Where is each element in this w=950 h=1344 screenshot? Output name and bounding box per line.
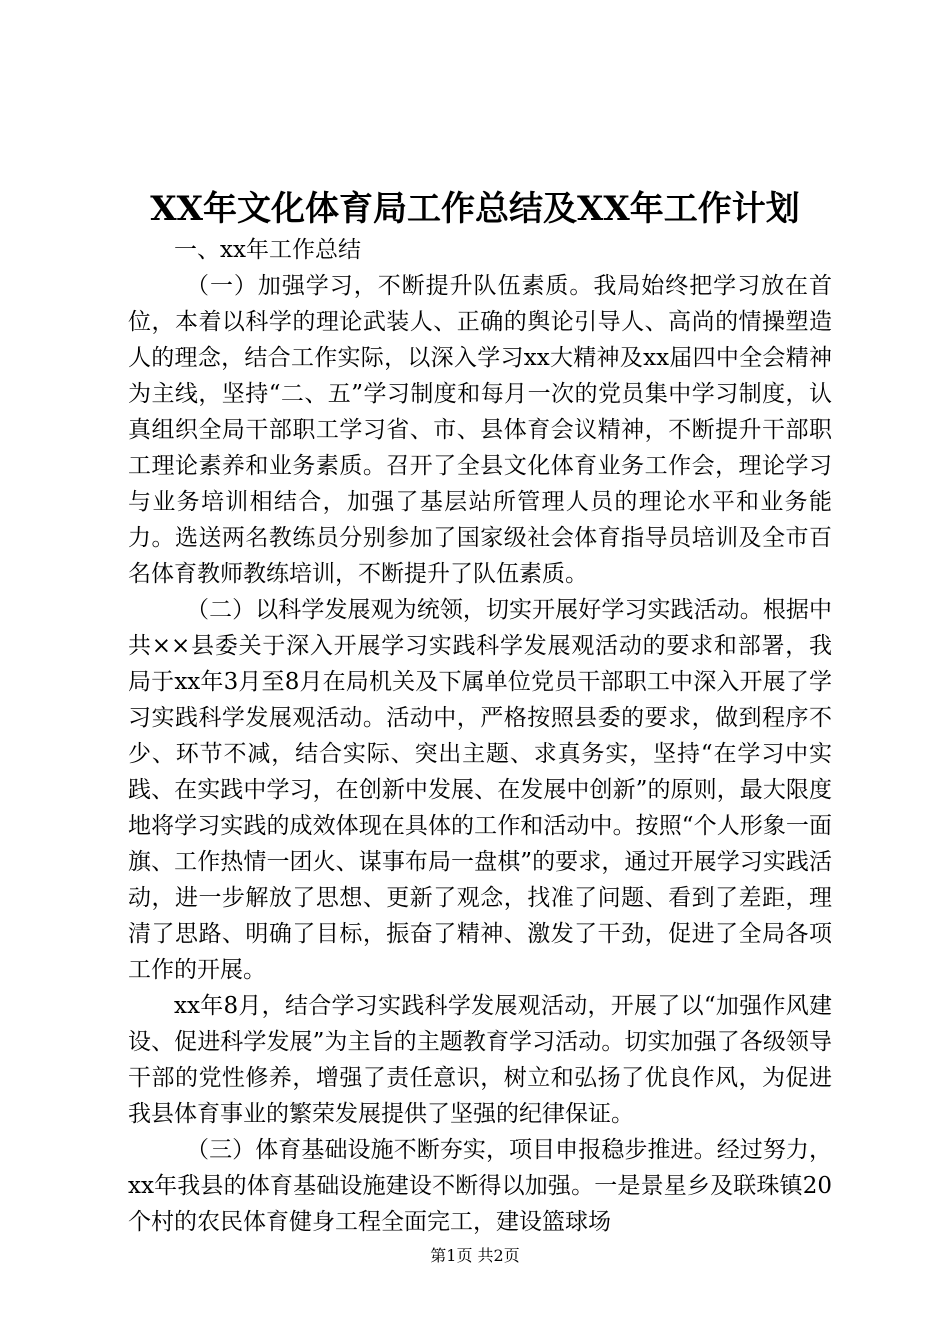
- document-body: [128, 232, 832, 1240]
- page-number-footer: 第1页 共2页: [430, 1246, 520, 1265]
- paragraph: （三）体育基础设施不断夯实，项目申报稳步推进。经过努力，xx年我县的体育基础设施建设不断得以加强。一是景星乡及联珠镇20个村的农民体育健身工程全面完工，建设篮球场: [128, 1137, 832, 1235]
- paragraph: xx年8月，结合学习实践科学发展观活动，开展了以“加强作风建设、促进科学发展”为主旨的主题教育学习活动。切实加强了各级领导干部的党性修养，增强了责任意识，树立和弘扬了优良作风，为促进我县体育事业的繁荣发展提供了坚强的纪律保证。: [128, 993, 832, 1127]
- paragraph: （二）以科学发展观为统领，切实开展好学习实践活动。根据中共××县委关于深入开展学习实践科学发展观活动的要求和部署，我局于xx年3月至8月在局机关及下属单位党员干部职工中深入开展了学习实践科学发展观活动。活动中，严格按照县委的要求，做到程序不少、环节不减，结合实际、突出主题、求真务实，坚持“在学习中实践、在实践中学习，在创新中发展、在发展中创新”的原则，最大限度地将学习实践的成效体现在具体的工作和活动中。按照“个人形象一面旗、工作热情一团火、谋事布局一盘棋”的要求，通过开展学习实践活动，进一步解放了思想、更新了观念，找准了问题、看到了差距，理清了思路、明确了目标，振奋了精神、激发了干劲，促进了全局各项工作的开展。: [128, 597, 832, 983]
- document-title: XX年文化体育局工作总结及XX年工作计划: [150, 189, 800, 229]
- paragraph: （一）加强学习，不断提升队伍素质。我局始终把学习放在首位，本着以科学的理论武装人、正确的舆论引导人、高尚的情操塑造人的理念，结合工作实际，以深入学习xx大精神及xx届四中全会精神为主线，坚持“二、五”学习制度和每月一次的党员集中学习制度，认真组织全局干部职工学习省、市、县体育会议精神，不断提升干部职工理论素养和业务素质。召开了全县文化体育业务工作会，理论学习与业务培训相结合，加强了基层站所管理人员的理论水平和业务能力。选送两名教练员分别参加了国家级社会体育指导员培训及全市百名体育教师教练培训，不断提升了队伍素质。: [128, 273, 832, 587]
- section-heading: 一、xx年工作总结: [174, 237, 361, 263]
